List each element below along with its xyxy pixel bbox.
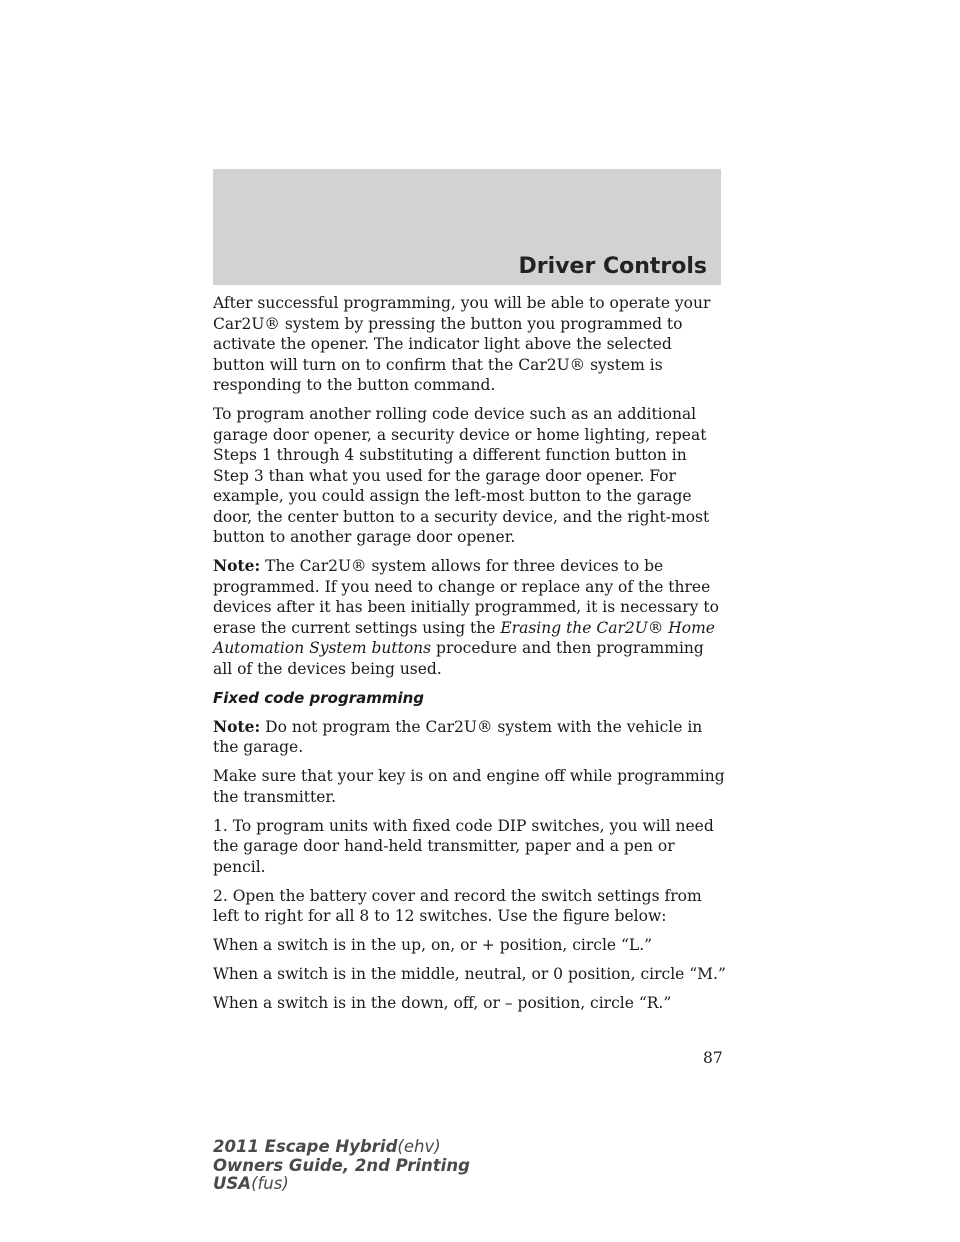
step-1: 1. To program units with fixed code DIP switches, you will need the garage door hand-held transmitter, paper and a pen or pencil. xyxy=(213,816,714,876)
page-number: 87 xyxy=(703,1049,723,1067)
paragraph-switch-middle: When a switch is in the middle, neutral, or 0 position, circle “M.” xyxy=(213,965,726,983)
note-text-a: The Car2U® system allows for three devices to be programmed. If you need to change or replace any of the three devices after it has been initially programmed, it is necessary to erase the current settings using the xyxy=(213,557,719,637)
footer-model: 2011 Escape Hybrid xyxy=(213,1137,398,1156)
note-garage-text: Do not program the Car2U® system with the vehicle in the garage. xyxy=(213,717,703,756)
footer-edition-info xyxy=(213,1138,470,1194)
step-2: 2. Open the battery cover and record the switch settings from left to right for all 8 to 12 switches. Use the figure below: xyxy=(213,886,702,925)
section-title: Driver Controls xyxy=(518,254,707,279)
note-label: Note: xyxy=(213,716,261,736)
paragraph-program-another-device: To program another rolling code device such as an additional garage door opener, a security device or home lighting, repeat Steps 1 through 4 substituting a different function button in Step 3 than what you used for the garage door opener. For example, you could assign the left-most button to the garage door, the center button to a security device, and the right-most button to another garage door opener. xyxy=(213,405,710,546)
paragraph-after-programming: After successful programming, you will be able to operate your Car2U® system by pressing the button you programmed to activate the opener. The indicator light above the selected button will turn on to confirm that the Car2U® system is responding to the button command. xyxy=(213,294,711,394)
note-three-devices xyxy=(213,556,727,679)
footer-model-code: (ehv) xyxy=(397,1137,441,1156)
note-garage xyxy=(213,717,727,758)
note-label: Note: xyxy=(213,556,261,575)
subheading-fixed-code: Fixed code programming xyxy=(213,688,425,707)
paragraph-switch-down: When a switch is in the down, off, or – position, circle “R.” xyxy=(213,994,672,1012)
note-text-b: procedure and then programming all of the devices being used. xyxy=(213,639,704,678)
footer-line-2: Owners Guide, 2nd Printing xyxy=(213,1155,470,1175)
note-erase-reference: Erasing the Car2U® Home Automation System buttons xyxy=(213,618,715,657)
footer-line-1 xyxy=(213,1138,470,1157)
page-body xyxy=(213,293,727,1022)
paragraph-key-on: Make sure that your key is on and engine off while programming the transmitter. xyxy=(213,767,725,806)
paragraph-switch-up: When a switch is in the up, on, or + position, circle “L.” xyxy=(213,936,653,954)
footer-market-code: (fus) xyxy=(251,1174,289,1193)
footer-market: USA xyxy=(213,1174,252,1193)
footer-line-3 xyxy=(213,1175,470,1194)
section-header-band xyxy=(213,169,721,285)
